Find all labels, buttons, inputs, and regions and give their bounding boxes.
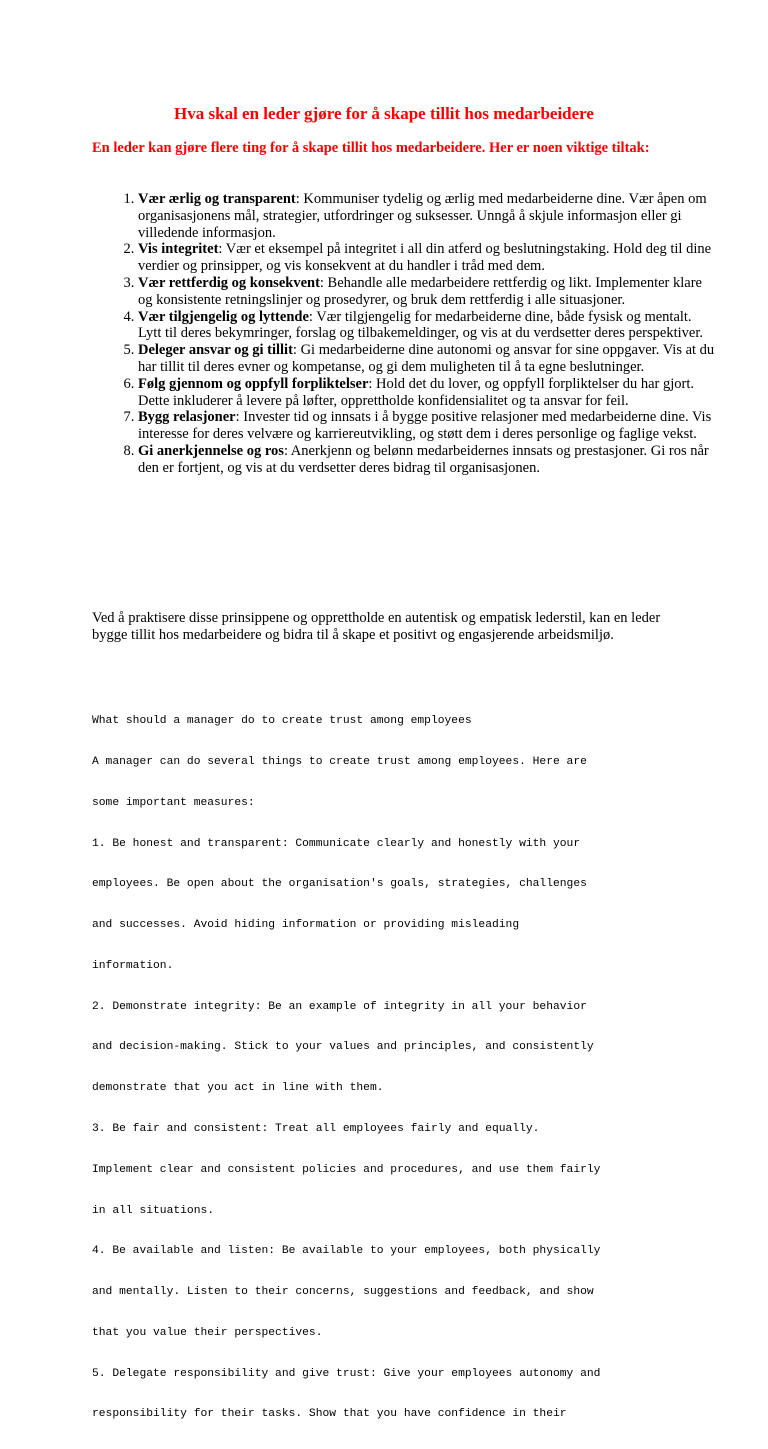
english-line: and mentally. Listen to their concerns, suggestions and feedback, and show <box>92 1286 594 1299</box>
english-line: What should a manager do to create trust among employees <box>92 715 472 728</box>
measure-heading: Vis integritet <box>138 241 219 258</box>
measure-body: : Gi medarbeiderne dine autonomi og ansvar for sine oppgaver. Vis at du har tillit til deres evner og kompetanse, og gi dem muligheten til å ta egne beslutninger. <box>138 342 715 375</box>
english-line: 4. Be available and listen: Be available to your employees, both physically <box>92 1245 601 1258</box>
english-translation-block <box>92 688 692 1449</box>
measure-body: : Kommuniser tydelig og ærlig med medarbeiderne dine. Vær åpen om organisasjonens mål, strategier, utfordringer og suksesser. Unngå å skjule informasjon eller gi villedende informasjon. <box>138 191 707 241</box>
measure-item-4 <box>138 309 718 343</box>
english-line: and decision-making. Stick to your values and principles, and consistently <box>92 1041 594 1054</box>
english-line: employees. Be open about the organisation's goals, strategies, challenges <box>92 878 587 891</box>
english-line: information. <box>92 959 174 972</box>
measure-heading: Vær tilgjengelig og lyttende <box>138 308 309 325</box>
measure-heading: Følg gjennom og oppfyll forpliktelser <box>138 375 369 392</box>
english-line: responsibility for their tasks. Show that you have confidence in their <box>92 1408 567 1421</box>
english-line: 1. Be honest and transparent: Communicate clearly and honestly with your <box>92 837 581 850</box>
measure-item-5 <box>138 342 718 376</box>
measure-item-3 <box>138 275 718 309</box>
english-line: A manager can do several things to create trust among employees. Here are <box>92 755 587 768</box>
english-line: demonstrate that you act in line with them. <box>92 1082 384 1095</box>
english-line: that you value their perspectives. <box>92 1326 323 1339</box>
measure-body: : Vær tilgjengelig for medarbeiderne dine, både fysisk og mentalt. Lytt til deres bekymringer, forslag og tilbakemeldinger, og vis at du verdsetter deres perspektiver. <box>138 308 703 342</box>
measure-item-1 <box>138 191 718 241</box>
measure-item-7 <box>138 409 718 443</box>
measure-heading: Vær ærlig og transparent <box>138 191 296 207</box>
measure-body: : Anerkjenn og belønn medarbeidernes innsats og prestasjoner. Gi ros når den er fortjent, og vis at du verdsetter deres bidrag til organisasjonen. <box>138 442 709 476</box>
english-line: some important measures: <box>92 796 255 809</box>
measure-item-6 <box>138 376 718 410</box>
measures-list <box>100 191 718 477</box>
english-line: 2. Demonstrate integrity: Be an example of integrity in all your behavior <box>92 1000 587 1013</box>
measure-heading: Gi anerkjennelse og ros <box>138 442 284 459</box>
intro-paragraph: En leder kan gjøre flere ting for å skape tillit hos medarbeidere. Her er noen viktige tiltak: <box>92 140 650 156</box>
english-line: 5. Delegate responsibility and give trust: Give your employees autonomy and <box>92 1367 601 1380</box>
measure-heading: Bygg relasjoner <box>138 409 236 426</box>
english-line: 3. Be fair and consistent: Treat all employees fairly and equally. <box>92 1123 540 1135</box>
measure-body: : Vær et eksempel på integritet i all din atferd og beslutningstaking. Hold deg til dine verdier og prinsipper, og vis konsekvent at du handler i tråd med dem. <box>138 241 712 275</box>
measure-heading: Vær rettferdig og konsekvent <box>138 274 320 291</box>
measure-body: : Invester tid og innsats i å bygge positive relasjoner med medarbeiderne dine. Vis interesse for deres velvære og karriereutvikling, og støtt dem i deres personlige og faglige vekst. <box>138 409 712 443</box>
english-line: and successes. Avoid hiding information or providing misleading <box>92 919 520 932</box>
english-line: in all situations. <box>92 1204 215 1217</box>
english-line: Implement clear and consistent policies and procedures, and use them fairly <box>92 1163 601 1176</box>
measure-heading: Deleger ansvar og gi tillit <box>138 342 293 359</box>
measure-body: : Hold det du lover, og oppfyll forpliktelser du har gjort. Dette inkluderer å levere på løfter, opprettholde konfidensialitet og ta ansvar for feil. <box>138 375 694 409</box>
closing-paragraph: Ved å praktisere disse prinsippene og opprettholde en autentisk og empatisk lederstil, kan en leder bygge tillit hos medarbeidere og bidra til å skape et positivt og engasjerende arbeidsmiljø. <box>92 610 661 643</box>
measure-item-2 <box>138 241 718 275</box>
document-title: Hva skal en leder gjøre for å skape tillit hos medarbeidere <box>174 104 594 123</box>
measure-body: : Behandle alle medarbeidere rettferdig og likt. Implementer klare og konsistente retningslinjer og prosedyrer, og bruk dem rettferdig i alle situasjoner. <box>138 274 702 308</box>
measure-item-8 <box>138 443 718 477</box>
